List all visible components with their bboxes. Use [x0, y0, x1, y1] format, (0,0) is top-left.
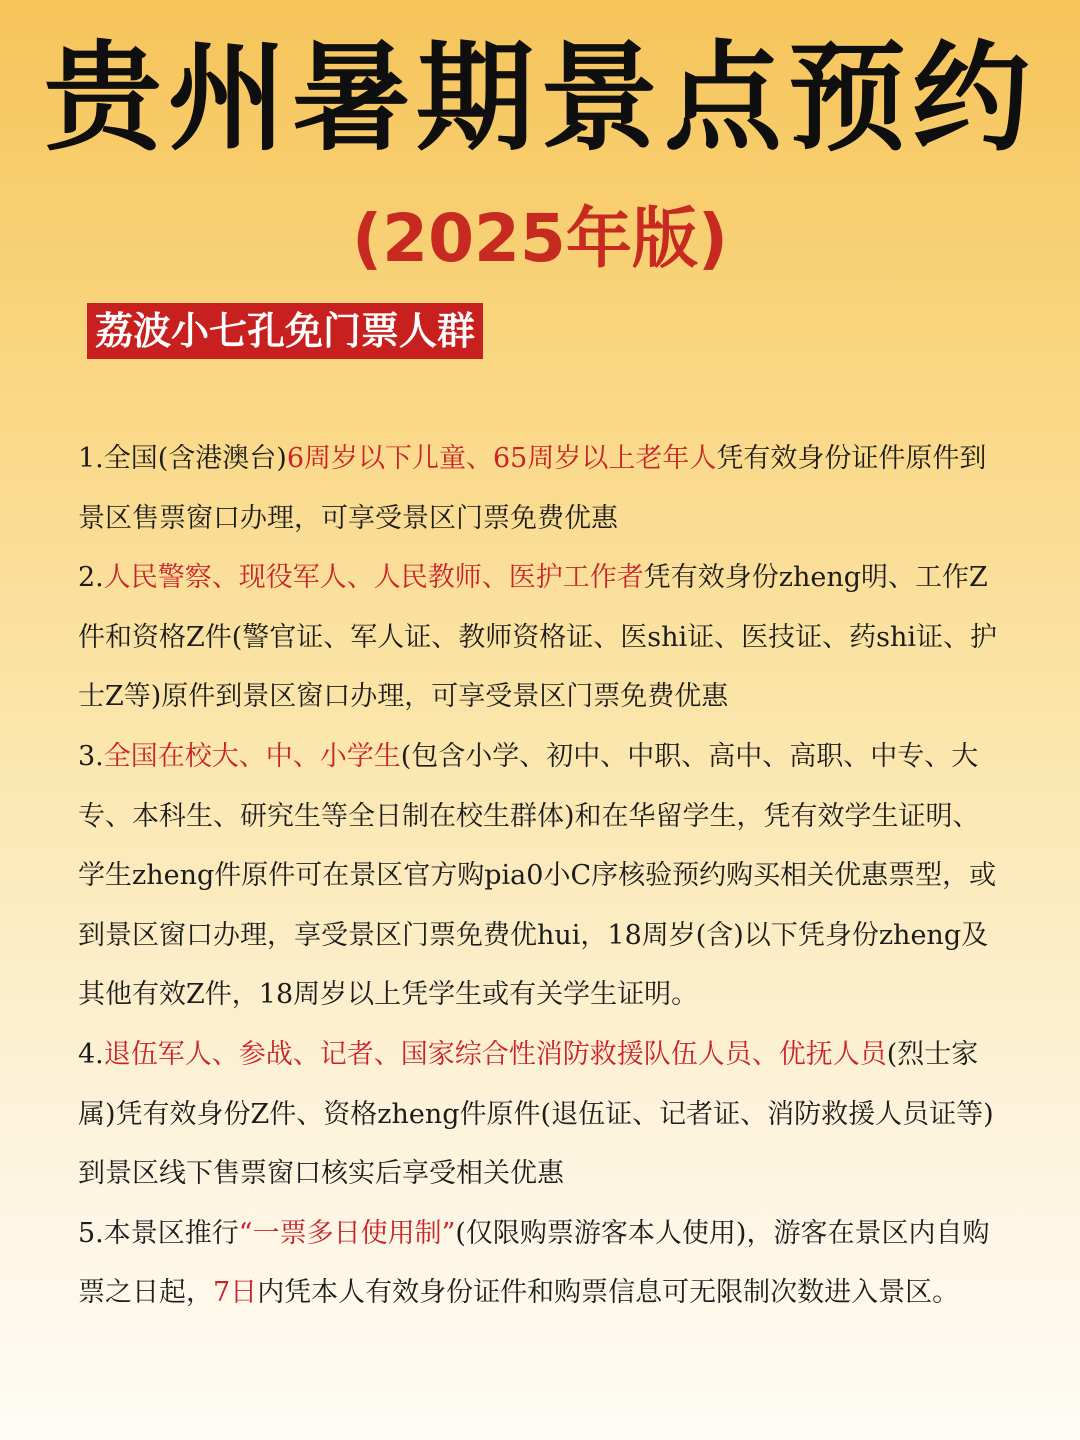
rule-highlight: “一票多日使用制” [238, 1217, 456, 1249]
rule-item-3 [78, 727, 1000, 1025]
rule-highlight: 退伍军人、参战、记者、国家综合性消防救援队伍人员、优抚人员 [103, 1038, 887, 1070]
rule-text: (包含小学、初中、中职、高中、高职、中专、大专、本科生、研究生等全日制在校生群体)和在华留学生，凭有效学生证明、学生zheng件原件可在景区官方购pia0小C序核验预约购买相关优惠票型，或到景区窗口办理，享受景区门票免费优hui，18周岁(含)以下凭身份zheng及其他有效Z件，18周岁以上凭学生或有关学生证明。 [78, 740, 997, 1011]
rule-item-4 [78, 1025, 1000, 1204]
rule-text: 5.本景区推行 [78, 1217, 239, 1249]
rule-text: 2. [78, 562, 104, 594]
rules-list [78, 429, 1000, 1323]
rule-item-5 [78, 1204, 1000, 1323]
rule-highlight: 全国在校大、中、小学生 [103, 740, 401, 772]
rule-text: (烈士家属)凭有效身份Z件、资格zheng件原件(退伍证、记者证、消防救援人员证等)到景区线下售票窗口核实后享受相关优惠 [78, 1038, 994, 1190]
page-title: 贵州暑期景点预约 [43, 29, 1036, 167]
rule-highlight: 7日 [213, 1277, 258, 1309]
rule-highlight: 6周岁以下儿童、65周岁以上老年人 [286, 443, 717, 474]
rule-text: 4. [78, 1038, 104, 1070]
rule-text: 1.全国(含港澳台) [78, 443, 287, 474]
rule-item-1 [78, 429, 1000, 548]
section-heading: 荔波小七孔免门票人群 [87, 303, 483, 359]
rule-text: 凭有效身份证件原件到景区售票窗口办理，可享受景区门票免费优惠 [78, 443, 987, 534]
rule-highlight: 人民警察、现役军人、人民教师、医护工作者 [103, 562, 644, 594]
rule-item-2 [78, 548, 1000, 727]
rule-text: 3. [78, 740, 104, 772]
rule-text: (仅限购票游客本人使用)，游客在景区内自购票之日起， [78, 1217, 990, 1309]
rule-text: 凭有效身份zheng明、工作Z件和资格Z件(警官证、军人证、教师资格证、医shi证、医技证、药shi证、护士Z等)原件到景区窗口办理，可享受景区门票免费优惠 [78, 562, 998, 713]
page-subtitle: (2025年版) [351, 200, 729, 277]
rule-text: 内凭本人有效身份证件和购票信息可无限制次数进入景区。 [257, 1277, 960, 1309]
